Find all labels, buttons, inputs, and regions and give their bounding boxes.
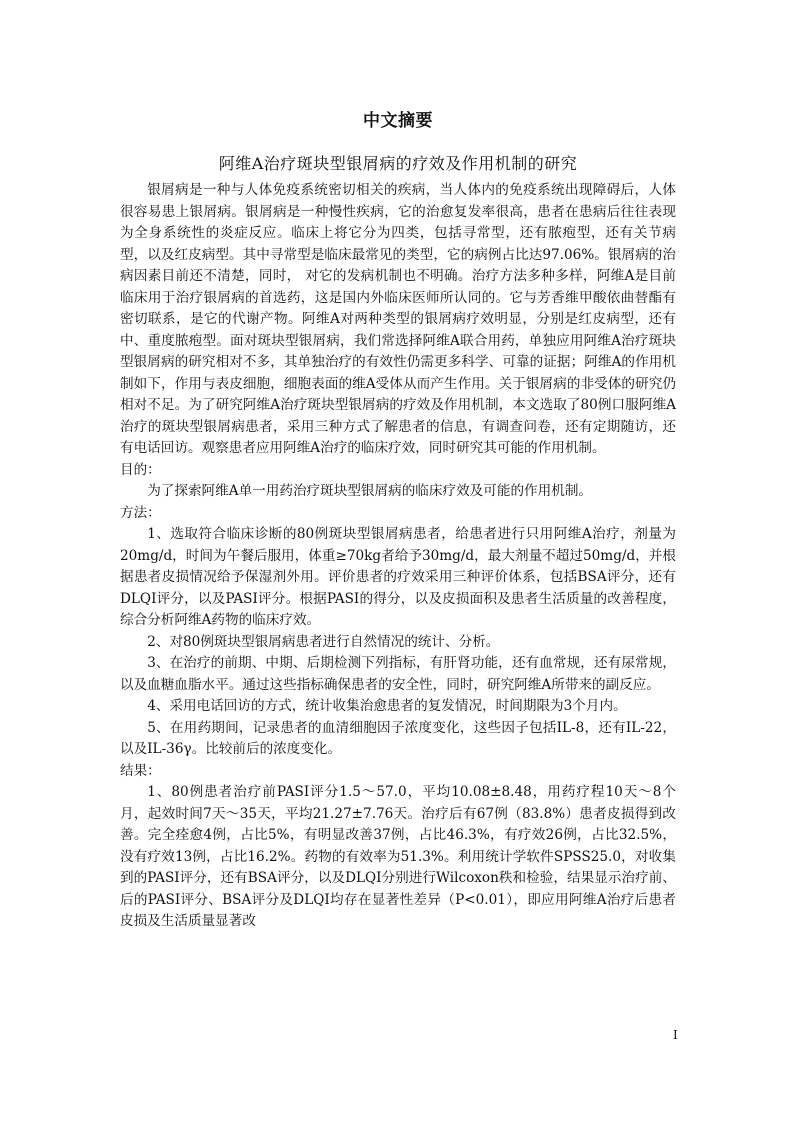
paragraph: 为了探索阿维A单一用药治疗斑块型银屑病的临床疗效及可能的作用机制。 [147,483,593,499]
section-heading: 目的： [120,461,161,478]
paragraph: 1、选取符合临床诊断的80例斑块型银屑病患者，给患者进行只用阿维A治疗，剂量为20mg/d，时间为午餐后服用，体重≥70kg者给予30mg/d，最大剂量不超过50mg/d，并根据患者皮损情况给予保湿剂外用。评价患者的疗效采用三种评价体系，包括BSA评分，还有DLQI评分，以及PASI评分。根据PASI的得分，以及皮损面积及患者生活质量的改善程度，综合分析阿维A药物的临床疗效。 [120,526,676,628]
paragraph: 2、对80例斑块型银屑病患者进行自然情况的统计、分析。 [147,633,500,650]
page-number: I [673,1028,678,1042]
paragraph: 5、在用药期间，记录患者的血清细胞因子浓度变化，这些因子包括IL-8，还有IL-22，以及IL-36γ。比较前后的浓度变化。 [120,719,676,757]
paragraph: 4、采用电话回访的方式，统计收集治愈患者的复发情况，时间期限为3个月内。 [147,698,627,714]
section-heading: 结果： [120,762,161,779]
paper-title: 阿维A治疗斑块型银屑病的疗效及作用机制的研究 [218,154,578,173]
page-title: 中文摘要 [363,111,433,131]
paragraph: 3、在治疗的前期、中期、后期检测下列指标，有肝肾功能，还有血常规，还有尿常规，以及血糖血脂水平。通过这些指标确保患者的安全性，同时，研究阿维A所带来的副反应。 [120,655,676,693]
abstract-body [120,180,676,933]
paragraph: 银屑病是一种与人体免疫系统密切相关的疾病，当人体内的免疫系统出现障碍后，人体很容易患上银屑病。银屑病是一种慢性疾病，它的治愈复发率很高，患者在患病后往往表现为全身系统性的炎症反应。临床上将它分为四类，包括寻常型，还有脓疱型，还有关节病型，以及红皮病型。其中寻常型是临床最常见的类型，它的病例占比达97.06%。银屑病的治病因素目前还不清楚，同时， 对它的发病机制也不明确。治疗方法多种多样，阿维A是目前临床用于治疗银屑病的首选药，这是国内外临床医师所认同的。它与芳香维甲酸依曲替酯有密切联系，是它的代谢产物。阿维A对两种类型的银屑病疗效明显，分别是红皮病型，还有中、重度脓疱型。面对斑块型银屑病，我们常选择阿维A联合用药，单独应用阿维A治疗斑块型银屑病的研究相对不多，其单独治疗的有效性仍需更多科学、可靠的证据；阿维A的作用机制如下，作用与表皮细胞，细胞表面的维A受体从而产生作用。关于银屑病的非受体的研究仍相对不足。为了研究阿维A治疗斑块型银屑病的疗效及作用机制，本文选取了80例口服阿维A治疗的斑块型银屑病患者，采用三种方式了解患者的信息，有调查问卷，还有定期随访，还有电话回访。观察患者应用阿维A治疗的临床疗效，同时研究其可能的作用机制。 [120,182,676,456]
section-heading: 方法： [120,504,161,521]
paragraph: 1、80例患者治疗前PASI评分1.5～57.0，平均10.08±8.48，用药疗程10天～8个月，起效时间7天～35天，平均21.27±7.76天。治疗后有67例（83.8%）患者皮损得到改善。完全痊愈4例，占比5%，有明显改善37例，占比46.3%，有疗效26例，占比32.5%，没有疗效13例，占比16.2%。药物的有效率为51.3%。利用统计学软件SPSS25.0，对收集到的PASI评分，还有BSA评分，以及DLQI分别进行Wilcoxon秩和检验，结果显示治疗前、后的PASI评分、BSA评分及DLQI均存在显著性差异（P<0.01），即应用阿维A治疗后患者皮损及生活质量显著改 [120,784,676,929]
abstract-page [120,100,676,933]
